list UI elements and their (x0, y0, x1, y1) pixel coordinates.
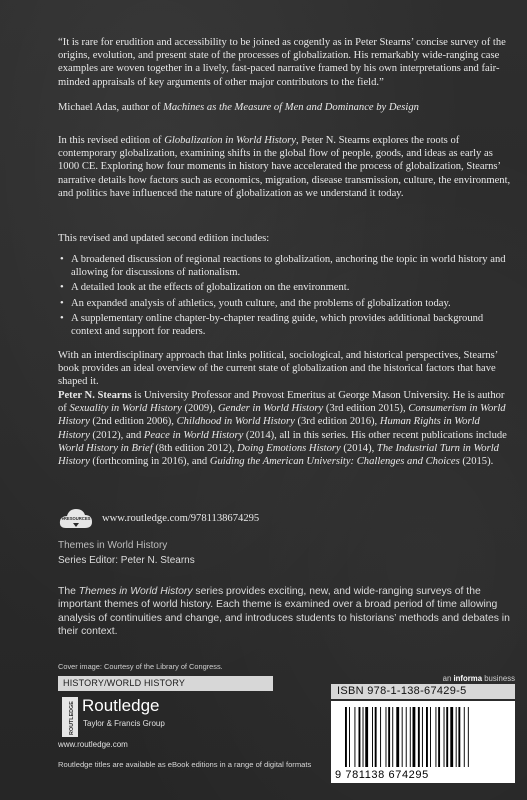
includes-heading: This revised and updated second edition includes: (58, 233, 270, 244)
series-desc-title: Themes in World History (78, 586, 193, 597)
eresources-cloud-icon (58, 504, 94, 534)
eresources-url[interactable]: www.routledge.com/9781138674295 (102, 513, 260, 524)
author-name: Peter N. Stearns (58, 390, 132, 401)
endorser-name: Michael Adas, (58, 102, 120, 113)
bio-book-title: Gender in World History (218, 403, 324, 415)
ebook-note: Routledge titles are available as eBook editions in a range of digital formats (58, 760, 312, 769)
endorsement-quote: “It is rare for erudition and accessibility to be joined as cogently as in Peter Stearns’ concise survey of the origins, evolution, and present state of the processes of globalization. His remarkably wide-ranging case examples are woven together in a lively, fast-paced narrative framed by his own interpretations and fair-minded appraisals of key arguments of other major contributors to the field.” (58, 37, 506, 88)
bio-text: (2012), and (89, 429, 144, 441)
desc-intro: In this revised edition of (58, 135, 162, 146)
informa-pre: an (442, 674, 454, 683)
endorsement-attribution (58, 101, 513, 114)
bio-text: (3rd edition 2016), (294, 416, 380, 428)
bio-text: (2015). (459, 456, 494, 468)
bio-text: (2014), all in this series. His other recent publications include (243, 429, 507, 441)
bio-text: (2nd edition 2006), (89, 416, 177, 428)
bio-text: is University Professor and Provost Emeritus at George Mason University. He is author of (58, 390, 505, 415)
interdisciplinary-paragraph: With an interdisciplinary approach that links political, sociological, and historical perspectives, Stearns’ book provides an ideal overview of the current state of globalization and the historical factors that have shaped it. (58, 350, 498, 388)
series-desc-text: series provides exciting, new, and wide-ranging surveys of the important themes of world history. Each theme is examined over a broad period of time allowing analysis of continuities and change, and introduces students to historians’ methods and debates in their context. (58, 586, 510, 637)
series-description (58, 585, 520, 638)
bio-book-title: Peace in World History (143, 429, 244, 441)
desc-body: , Peter N. Stearns explores the roots of contemporary globalization, examining shifts in the global flow of people, goods, and ideas as early as 1000 CE. Exploring how four moments in history have accelerated the process of globalization, Stearns’ narrative details how factors such as economics, migration, disease transmission, culture, the environment, and politics have influenced the nature of globalization as we understand it today. (58, 135, 511, 199)
bio-text: (3rd edition 2015), (323, 403, 409, 415)
bio-text: (8th edition 2012), (152, 442, 238, 454)
eresources-icon-label: eRESOURCES (61, 516, 91, 521)
publisher-url[interactable]: www.routledge.com (58, 740, 128, 749)
bio-book-title: The Industrial Turn in World History (58, 442, 499, 468)
book-description (58, 134, 513, 200)
subject-label: HISTORY/WORLD HISTORY (63, 678, 186, 688)
endorser-work: Machines as the Measure of Men and Dominance by Design (163, 102, 419, 113)
isbn-bar (331, 684, 515, 699)
subject-label-bar (58, 676, 273, 691)
feature-item: • A supplementary online chapter-by-chapter reading guide, which provides additional background context and support for readers. (58, 312, 513, 338)
bio-text: (2014), (340, 442, 377, 454)
bio-book-title: Doing Emotions History (237, 442, 341, 454)
bio-book-title: Childhood in World History (176, 416, 295, 428)
series-editor: Series Editor: Peter N. Stearns (58, 555, 195, 566)
feature-item: • An expanded analysis of athletics, youth culture, and the problems of globalization today. (58, 297, 513, 310)
barcode (331, 701, 515, 783)
series-title: Themes in World History (58, 540, 168, 551)
informa-brand: informa (453, 674, 483, 683)
publisher-block (58, 693, 273, 753)
bio-book-title: Sexuality in World History (69, 403, 182, 415)
informa-post: business (482, 674, 515, 683)
barcode-digits: 9 781138 674295 (335, 769, 429, 781)
author-bio (58, 389, 513, 468)
bio-book-title: World History in Brief (58, 442, 153, 454)
feature-list (58, 253, 513, 340)
feature-item: • A broadened discussion of regional reactions to globalization, anchoring the topic in world history and allowing for discussions of nationalism. (58, 253, 513, 279)
eresources-row (58, 504, 513, 534)
isbn-text: ISBN 978-1-138-67429-5 (337, 685, 467, 697)
feature-item: • A detailed look at the effects of globalization on the environment. (58, 281, 513, 294)
cover-credit: Cover image: Courtesy of the Library of Congress. (58, 662, 223, 671)
endorser-role: author of (121, 102, 161, 113)
bio-book-title: Human Rights in World History (58, 416, 480, 441)
book-title: Globalization in World History (164, 135, 296, 146)
bio-book-title: Consumerism in World History (58, 403, 506, 428)
routledge-logo-text: ROUTLEDGE (69, 701, 75, 735)
publisher-subtitle: Taylor & Francis Group (83, 719, 165, 728)
bio-book-title: Guiding the American University: Challenges and Choices (209, 456, 460, 468)
routledge-logo-icon (62, 697, 78, 737)
informa-tagline (330, 674, 515, 683)
bio-text: (forthcoming in 2016), and (89, 456, 210, 468)
publisher-name: Routledge (82, 696, 160, 715)
series-desc-text: The (58, 586, 79, 597)
bio-text: (2009), (181, 403, 218, 415)
